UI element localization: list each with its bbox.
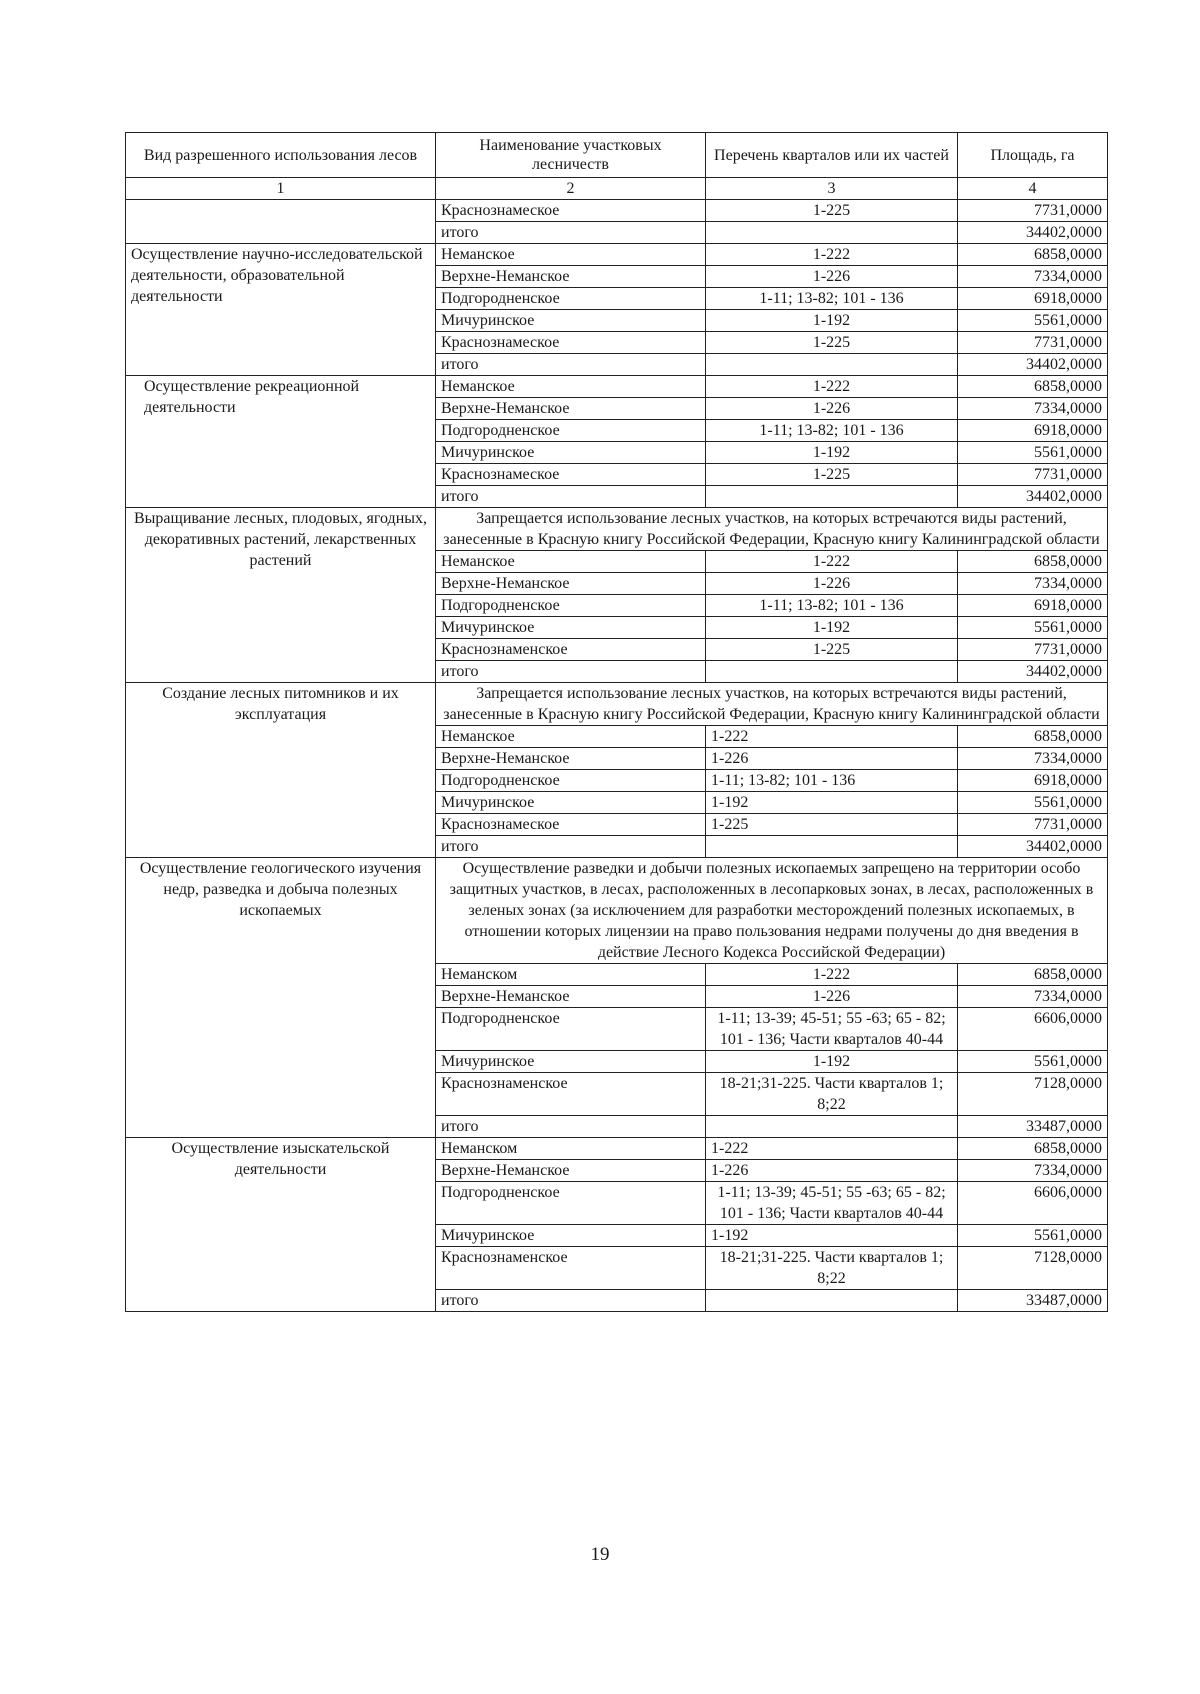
quarters	[706, 1116, 958, 1138]
forestry-name: Верхне-Неманское	[436, 266, 706, 288]
forestry-name: Неманском	[436, 964, 706, 986]
column-number-row	[126, 178, 1108, 200]
forestry-name: Верхне-Неманское	[436, 748, 706, 770]
header-row	[126, 133, 1108, 178]
area: 7334,0000	[958, 748, 1108, 770]
table-row	[126, 1138, 1108, 1160]
quarters	[706, 354, 958, 376]
area: 5561,0000	[958, 442, 1108, 464]
forestry-name: Краснознамеское	[436, 200, 706, 222]
page-number: 19	[590, 1544, 610, 1565]
forestry-name: Подгородненское	[436, 595, 706, 617]
area: 6858,0000	[958, 376, 1108, 398]
use-type-cell: Осуществление геологического изучения недр, разведка и добыча полезных ископаемых	[126, 858, 436, 1138]
quarters: 1-11; 13-39; 45-51; 55 -63; 65 - 82; 101 - 136; Части кварталов 40-44	[706, 1008, 958, 1051]
quarters	[706, 486, 958, 508]
area: 6918,0000	[958, 595, 1108, 617]
area: 34402,0000	[958, 486, 1108, 508]
forestry-name: Неманском	[436, 1138, 706, 1160]
quarters: 18-21;31-225. Части кварталов 1; 8;22	[706, 1073, 958, 1116]
area: 5561,0000	[958, 617, 1108, 639]
quarters: 1-226	[706, 266, 958, 288]
forestry-name: Неманское	[436, 376, 706, 398]
area: 5561,0000	[958, 1225, 1108, 1247]
quarters: 1-225	[706, 464, 958, 486]
forestry-name: Неманское	[436, 244, 706, 266]
table-row	[126, 244, 1108, 266]
quarters: 1-11; 13-82; 101 - 136	[706, 420, 958, 442]
forestry-name: Подгородненское	[436, 770, 706, 792]
quarters: 1-222	[706, 964, 958, 986]
area: 7731,0000	[958, 814, 1108, 836]
table-row	[126, 508, 1108, 551]
forestry-name: Верхне-Неманское	[436, 573, 706, 595]
forestry-name: итого	[436, 661, 706, 683]
area: 33487,0000	[958, 1290, 1108, 1312]
area: 7128,0000	[958, 1073, 1108, 1116]
forestry-name: Краснознамеское	[436, 464, 706, 486]
quarters: 1-226	[706, 748, 958, 770]
forestry-name: Подгородненское	[436, 1182, 706, 1225]
quarters: 1-192	[706, 1051, 958, 1073]
area: 7334,0000	[958, 1160, 1108, 1182]
quarters	[706, 222, 958, 244]
area: 5561,0000	[958, 792, 1108, 814]
quarters: 1-11; 13-82; 101 - 136	[706, 770, 958, 792]
quarters: 1-225	[706, 200, 958, 222]
header-forestry-name: Наименование участковых лесничеств	[436, 133, 706, 178]
area: 6858,0000	[958, 551, 1108, 573]
quarters: 1-226	[706, 986, 958, 1008]
forestry-name: итого	[436, 836, 706, 858]
area: 6918,0000	[958, 770, 1108, 792]
quarters: 18-21;31-225. Части кварталов 1; 8;22	[706, 1247, 958, 1290]
forestry-name: Краснознаменское	[436, 1247, 706, 1290]
land-use-table	[125, 132, 1108, 1312]
area: 6918,0000	[958, 288, 1108, 310]
table-row	[126, 376, 1108, 398]
forestry-name: Мичуринское	[436, 617, 706, 639]
quarters: 1-222	[706, 244, 958, 266]
area: 33487,0000	[958, 1116, 1108, 1138]
column-number: 2	[436, 178, 706, 200]
column-number: 1	[126, 178, 436, 200]
quarters: 1-192	[706, 442, 958, 464]
area: 7334,0000	[958, 986, 1108, 1008]
area: 6606,0000	[958, 1008, 1108, 1051]
column-number: 4	[958, 178, 1108, 200]
forestry-name: Верхне-Неманское	[436, 398, 706, 420]
forestry-name: итого	[436, 486, 706, 508]
area: 7731,0000	[958, 332, 1108, 354]
area: 6858,0000	[958, 726, 1108, 748]
quarters: 1-11; 13-82; 101 - 136	[706, 595, 958, 617]
forestry-name: Подгородненское	[436, 288, 706, 310]
area: 6858,0000	[958, 1138, 1108, 1160]
quarters: 1-222	[706, 1138, 958, 1160]
forestry-name: Мичуринское	[436, 442, 706, 464]
use-type-cell	[126, 200, 436, 244]
quarters: 1-222	[706, 551, 958, 573]
area: 6858,0000	[958, 964, 1108, 986]
quarters: 1-225	[706, 639, 958, 661]
quarters: 1-226	[706, 1160, 958, 1182]
header-area: Площадь, га	[958, 133, 1108, 178]
forestry-name: Неманское	[436, 726, 706, 748]
forestry-name: итого	[436, 222, 706, 244]
area: 5561,0000	[958, 310, 1108, 332]
restriction-note: Осуществление разведки и добычи полезных ископаемых запрещено на территории особо защитных участков, в лесах, расположенных в лесопарковых зонах, в лесах, расположенных в зеленых зонах (за исключением для разработки месторождений полезных ископаемых, в отношении которых лицензии на право пользования недрами получены до дня введения в действие Лесного Кодекса Российской Федерации)	[436, 858, 1108, 964]
quarters: 1-11; 13-39; 45-51; 55 -63; 65 - 82; 101 - 136; Части кварталов 40-44	[706, 1182, 958, 1225]
forestry-name: Краснознамеское	[436, 332, 706, 354]
area: 7731,0000	[958, 639, 1108, 661]
use-type-cell: Осуществление изыскательской деятельности	[126, 1138, 436, 1312]
table-row	[126, 683, 1108, 726]
column-number: 3	[706, 178, 958, 200]
area: 6606,0000	[958, 1182, 1108, 1225]
quarters: 1-11; 13-82; 101 - 136	[706, 288, 958, 310]
forestry-name: Неманское	[436, 551, 706, 573]
area: 7334,0000	[958, 266, 1108, 288]
area: 7731,0000	[958, 464, 1108, 486]
header-quarters: Перечень кварталов или их частей	[706, 133, 958, 178]
forestry-name: итого	[436, 1116, 706, 1138]
forestry-name: Подгородненское	[436, 1008, 706, 1051]
forestry-name: Краснознаменское	[436, 639, 706, 661]
area: 7731,0000	[958, 200, 1108, 222]
area: 34402,0000	[958, 836, 1108, 858]
forestry-name: Мичуринское	[436, 1225, 706, 1247]
table-row	[126, 858, 1108, 964]
quarters: 1-222	[706, 376, 958, 398]
quarters	[706, 1290, 958, 1312]
area: 34402,0000	[958, 354, 1108, 376]
quarters: 1-225	[706, 814, 958, 836]
quarters: 1-222	[706, 726, 958, 748]
forestry-name: Верхне-Неманское	[436, 1160, 706, 1182]
quarters: 1-226	[706, 398, 958, 420]
area: 34402,0000	[958, 222, 1108, 244]
area: 7128,0000	[958, 1247, 1108, 1290]
area: 5561,0000	[958, 1051, 1108, 1073]
area: 6858,0000	[958, 244, 1108, 266]
restriction-note: Запрещается использование лесных участков, на которых встречаются виды растений, занесенные в Красную книгу Российской Федерации, Красную книгу Калининградской области	[436, 508, 1108, 551]
forestry-name: Мичуринское	[436, 310, 706, 332]
forestry-name: Верхне-Неманское	[436, 986, 706, 1008]
restriction-note: Запрещается использование лесных участков, на которых встречаются виды растений, занесенные в Красную книгу Российской Федерации, Красную книгу Калининградской области	[436, 683, 1108, 726]
quarters	[706, 661, 958, 683]
forestry-name: Мичуринское	[436, 792, 706, 814]
quarters: 1-192	[706, 617, 958, 639]
quarters: 1-192	[706, 792, 958, 814]
forestry-name: Краснознамеское	[436, 814, 706, 836]
header-use-type: Вид разрешенного использования лесов	[126, 133, 436, 178]
use-type-cell: Выращивание лесных, плодовых, ягодных, декоративных растений, лекарственных растений	[126, 508, 436, 683]
area: 7334,0000	[958, 573, 1108, 595]
area: 6918,0000	[958, 420, 1108, 442]
quarters	[706, 836, 958, 858]
forestry-name: итого	[436, 1290, 706, 1312]
quarters: 1-226	[706, 573, 958, 595]
forestry-name: итого	[436, 354, 706, 376]
quarters: 1-225	[706, 332, 958, 354]
area: 34402,0000	[958, 661, 1108, 683]
area: 7334,0000	[958, 398, 1108, 420]
forestry-name: Мичуринское	[436, 1051, 706, 1073]
use-type-cell: Создание лесных питомников и их эксплуатация	[126, 683, 436, 858]
forestry-name: Краснознаменское	[436, 1073, 706, 1116]
table-row	[126, 200, 1108, 222]
quarters: 1-192	[706, 1225, 958, 1247]
forestry-name: Подгородненское	[436, 420, 706, 442]
use-type-cell: Осуществление научно-исследовательской деятельности, образовательной деятельности	[126, 244, 436, 376]
quarters: 1-192	[706, 310, 958, 332]
use-type-cell: Осуществление рекреационной деятельности	[126, 376, 436, 508]
